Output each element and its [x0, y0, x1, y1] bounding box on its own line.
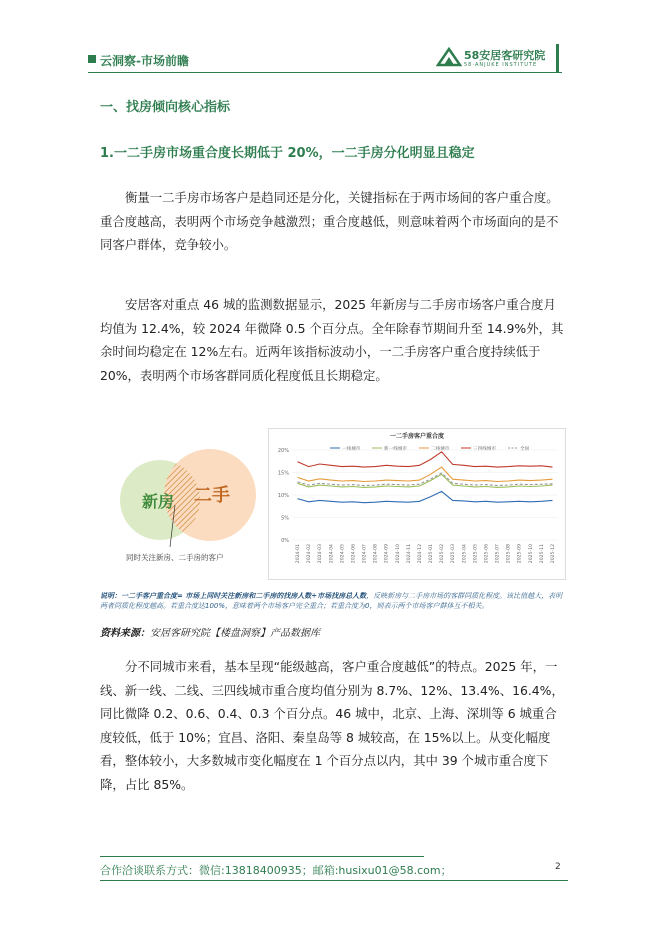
legend-label: 三四线城市: [473, 447, 496, 452]
logo-subtext: 58·ANJUKE INSTITUTE: [464, 62, 538, 68]
x-tick-label: 2025-12: [550, 544, 556, 564]
paragraph-3: 分不同城市来看，基本呈现“能级越高，客户重合度越低”的特点。2025 年，一线、新一线、二线、三四线城市重合度均值分别为 8.7%、12%、13.4%、16.4%，同比微降 0.2、0.6、0.4、0.3 个百分点。46 城中，北京、上海、深圳等 6 城重合度较低，低于 10%；宜昌、洛阳、秦皇岛等 8 城较高，在 15%以上。从变化幅度看，整体较小，大多数城市变化幅度在 1 个百分点以内，其中 39 个城市重合度下降，占比 85%。: [100, 659, 564, 792]
x-tick-label: 2025-07: [495, 544, 501, 564]
y-tick-label: 20%: [277, 448, 289, 454]
x-tick-label: 2024-05: [340, 544, 346, 564]
page-number: 2: [555, 862, 561, 872]
x-tick-label: 2024-08: [373, 544, 379, 564]
x-tick-label: 2024-09: [384, 544, 390, 564]
venn-right-label: 二手: [194, 485, 230, 506]
y-tick-label: 10%: [277, 493, 289, 499]
legend-label: 一线城市: [342, 447, 361, 452]
legend-label: 新一线城市: [384, 447, 407, 452]
y-tick-label: 15%: [277, 470, 289, 477]
x-tick-label: 2025-05: [473, 544, 479, 564]
legend-label: 二线城市: [431, 447, 450, 452]
header-divider: [88, 72, 562, 73]
venn-caption: 同时关注新房、二手房的客户: [126, 553, 224, 562]
paragraph-2: 安居客对重点 46 城的监测数据显示，2025 年新房与二手房市场客户重合度月均值为 12.4%，较 2024 年微降 0.5 个百分点。全年除春节期间升至 14.9%外，其余时间均稳定在 12%左右。近两年该指标波动小，一二手房客户重合度持续低于 20%，表明两个市场客群同质化程度低且长期稳定。: [100, 297, 564, 383]
header-title: 云洞察-市场前瞻: [100, 54, 189, 68]
x-tick-label: 2025-03: [451, 544, 457, 564]
footer-bottom-line: [100, 880, 568, 881]
subsection-title: 1.一二手房市场重合度长期低于 20%，一二手房分化明显且稳定: [100, 146, 475, 161]
footer-contact: 合作洽谈联系方式：微信:13818400935；邮箱:husixu01@58.com；: [100, 864, 452, 877]
x-tick-label: 2025-04: [462, 544, 468, 564]
legend-label: 全国: [520, 447, 530, 452]
x-tick-label: 2024-06: [351, 544, 357, 564]
chart-note: 说明：一二手客户重合度= 市场上同时关注新房和二手房的找房人数÷市场找房总人数，反映新房与二手房市场的客群同质化程度。该比值越大，表明两者同质化程度越高。若重合度达100%，意味着两个市场客户完全重合；若重合度为0，则表示两个市场客户群体互不相关。: [100, 592, 563, 610]
x-tick-label: 2024-11: [406, 544, 412, 564]
x-tick-label: 2025-10: [528, 544, 534, 564]
chart-title: 一二手房客户重合度: [389, 433, 445, 440]
x-tick-label: 2025-08: [506, 544, 512, 564]
line-chart: [268, 428, 566, 580]
section-title: 一、找房倾向核心指标: [100, 100, 231, 115]
y-tick-label: 5%: [281, 515, 289, 522]
x-tick-label: 2024-03: [318, 544, 324, 564]
data-source: 资料来源：安居客研究院【楼盘洞察】产品数据库: [100, 628, 320, 639]
x-tick-label: 2024-01: [296, 544, 302, 564]
x-tick-label: 2025-11: [539, 544, 545, 564]
x-tick-label: 2024-07: [362, 544, 368, 564]
y-tick-label: 0%: [281, 538, 289, 544]
x-tick-label: 2025-01: [429, 544, 435, 564]
x-tick-label: 2025-09: [517, 544, 523, 564]
paragraph-1: 衡量一二手房市场客户是趋同还是分化，关键指标在于两市场间的客户重合度。重合度越高，表明两个市场竞争越激烈；重合度越低，则意味着两个市场面向的是不同客户群体，竞争较小。: [100, 190, 559, 252]
venn-left-label: 新房: [142, 492, 175, 511]
venn-diagram: [110, 445, 260, 560]
footer-divider: [100, 856, 424, 857]
x-tick-label: 2025-02: [440, 544, 446, 564]
x-tick-label: 2025-06: [484, 544, 490, 564]
x-tick-label: 2024-12: [417, 544, 423, 564]
header-bullet: [88, 55, 96, 63]
header-accent-bar: [556, 44, 559, 72]
x-tick-label: 2024-04: [329, 544, 335, 564]
x-tick-label: 2024-10: [395, 544, 401, 564]
logo-text: 58安居客研究院: [464, 49, 546, 62]
x-tick-label: 2024-02: [307, 544, 313, 564]
logo-icon: [436, 47, 462, 67]
